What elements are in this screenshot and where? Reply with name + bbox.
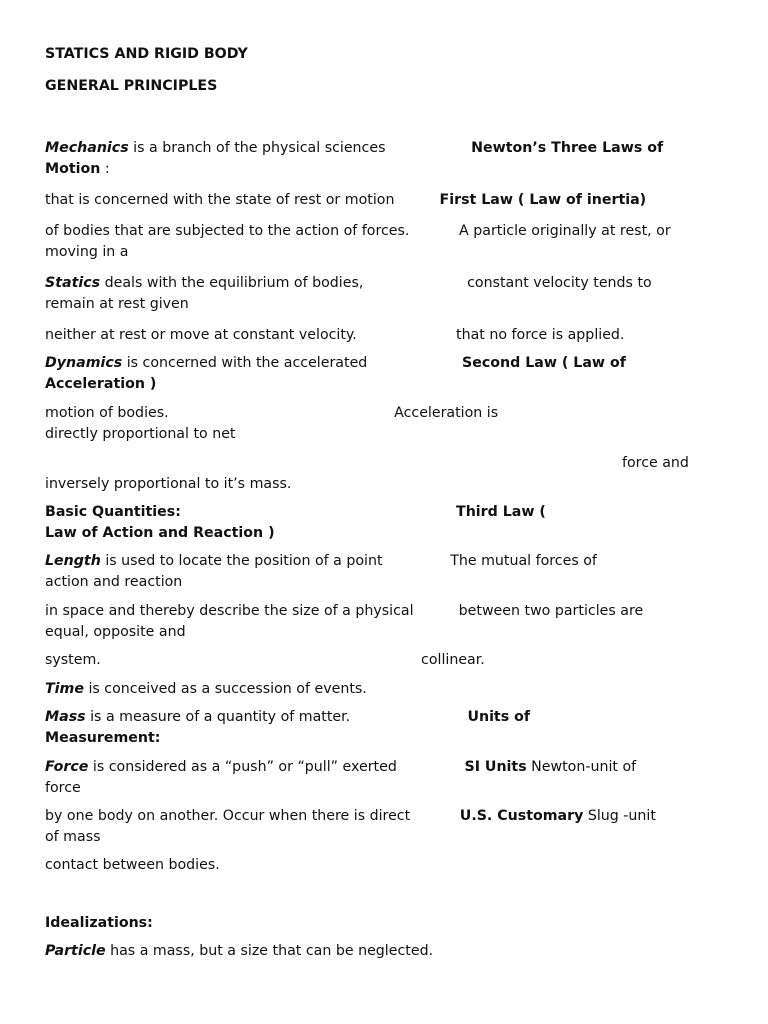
term: Mechanics: [45, 140, 129, 156]
line-text: of bodies that are subjected to the action of forces.: [45, 223, 410, 239]
paragraph-line: contact between bodies.: [45, 857, 220, 873]
document-title: STATICS AND RIGID BODY: [45, 46, 248, 62]
term: Force: [45, 759, 89, 775]
right-text: constant velocity tends to: [467, 275, 652, 291]
right-text: Slug -unit: [583, 808, 656, 824]
paragraph-line: [45, 806, 656, 827]
paragraph-line: [45, 403, 498, 424]
section-heading: Basic Quantities:: [45, 504, 181, 520]
paragraph-line: [45, 138, 663, 159]
term: Statics: [45, 275, 101, 291]
line-text: that is concerned with the state of rest or motion: [45, 192, 395, 208]
paragraph-line-wrap: equal, opposite and: [45, 624, 186, 640]
paragraph-line: force and: [622, 455, 689, 471]
paragraph-line: [45, 190, 646, 211]
line-text: is a measure of a quantity of matter.: [85, 709, 351, 725]
right-text: Acceleration is: [394, 405, 499, 421]
line-text: is a branch of the physical sciences: [128, 140, 386, 156]
paragraph-line: [45, 502, 546, 523]
right-heading: U.S. Customary: [459, 808, 584, 824]
line-text: is conceived as a succession of events.: [83, 681, 367, 697]
paragraph-line-wrap: of mass: [45, 829, 101, 845]
paragraph-line-wrap: directly proportional to net: [45, 426, 236, 442]
paragraph-line: [45, 679, 367, 700]
line-text: neither at rest or move at constant velocity.: [45, 327, 357, 343]
right-text: A particle originally at rest, or: [459, 223, 671, 239]
term: Length: [45, 553, 101, 569]
paragraph-line-wrap: Measurement:: [45, 730, 161, 746]
paragraph-line: [45, 353, 626, 374]
right-heading: Units of: [467, 709, 531, 725]
paragraph-line: [45, 650, 485, 671]
line-text: has a mass, but a size that can be neglected.: [105, 943, 434, 959]
paragraph-line: [45, 221, 671, 242]
paragraph-line-wrap: remain at rest given: [45, 296, 189, 312]
paragraph-line-wrap: moving in a: [45, 244, 129, 260]
right-text: that no force is applied.: [456, 327, 625, 343]
line-text: system.: [45, 652, 101, 668]
right-text: Newton-unit of: [526, 759, 637, 775]
line-text: is used to locate the position of a point: [100, 553, 383, 569]
paragraph-line: [45, 325, 624, 346]
section-heading: GENERAL PRINCIPLES: [45, 78, 218, 94]
line-text: in space and thereby describe the size of a physical: [45, 603, 414, 619]
paragraph-line: [45, 551, 597, 572]
right-heading: Third Law (: [456, 504, 546, 520]
line-text: deals with the equilibrium of bodies,: [100, 275, 364, 291]
paragraph-line: [45, 601, 643, 622]
section-heading: Idealizations:: [45, 915, 153, 931]
line-text: motion of bodies.: [45, 405, 169, 421]
line-text: is considered as a “push” or “pull” exerted: [88, 759, 397, 775]
right-text: collinear.: [421, 652, 485, 668]
paragraph-line: [45, 941, 433, 962]
line-text: is concerned with the accelerated: [122, 355, 368, 371]
paragraph-line-wrap: force: [45, 780, 81, 796]
term: Dynamics: [45, 355, 123, 371]
paragraph-line-wrap: Motion :: [45, 161, 110, 177]
term: Mass: [45, 709, 86, 725]
paragraph-line: [45, 707, 530, 728]
right-heading: First Law ( Law of inertia): [439, 192, 647, 208]
paragraph-line-wrap: Law of Action and Reaction ): [45, 525, 275, 541]
right-heading: Newton’s Three Laws of: [471, 140, 664, 156]
right-text: between two particles are: [458, 603, 644, 619]
line-text: by one body on another. Occur when there is direct: [45, 808, 411, 824]
paragraph-line: [45, 757, 636, 778]
paragraph-line-wrap: action and reaction: [45, 574, 183, 590]
right-heading: SI Units: [464, 759, 527, 775]
paragraph-line-wrap: Acceleration ): [45, 376, 157, 392]
right-text: The mutual forces of: [450, 553, 597, 569]
paragraph-line: inversely proportional to it’s mass.: [45, 476, 292, 492]
paragraph-line: [45, 273, 652, 294]
right-heading: Second Law ( Law of: [462, 355, 626, 371]
term: Particle: [45, 943, 106, 959]
term: Time: [45, 681, 84, 697]
